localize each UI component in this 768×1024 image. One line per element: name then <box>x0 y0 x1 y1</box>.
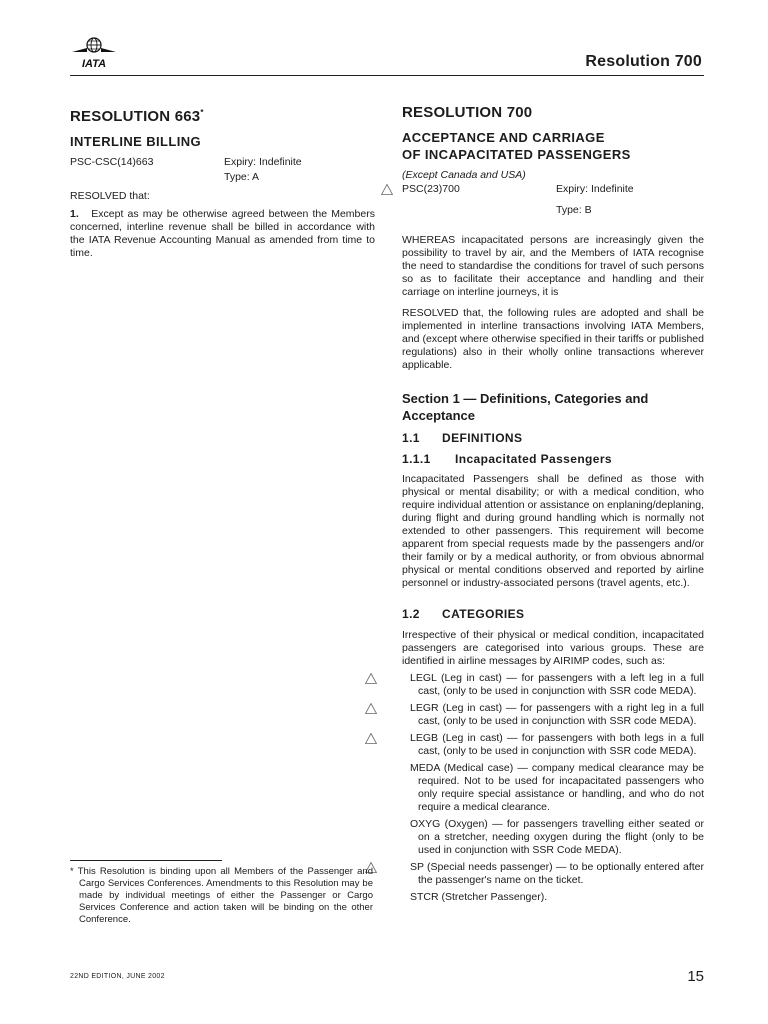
list-item <box>402 891 704 904</box>
change-triangle-icon <box>381 184 393 195</box>
meta-expiry: Expiry: Indefinite <box>224 156 302 168</box>
category-text: SP (Special needs passenger) — to be optionally entered after the passenger's name on the ticket. <box>410 861 704 886</box>
header-divider <box>70 75 704 76</box>
category-text: OXYG (Oxygen) — for passengers travelling either seated or on a stretcher, needing oxygen during the flight (only to be used in conjunction with SSR Code MEDA). <box>410 818 704 856</box>
meta-type: Type: B <box>556 204 592 216</box>
subtitle-line-2: OF INCAPACITATED PASSENGERS <box>402 147 631 162</box>
categories-list <box>402 672 704 904</box>
whereas-paragraph: WHEREAS incapacitated persons are increasingly given the possibility to travel by air, and the Members of IATA recognise the need to standardise the conditions for travel of such persons so as to facilitate their acceptance and handling and their carriage on interline journeys, it is <box>402 234 704 298</box>
resolution-700-type-row <box>402 203 704 218</box>
change-triangle-icon <box>365 673 377 684</box>
meta-expiry: Expiry: Indefinite <box>556 183 634 195</box>
scope-note: (Except Canada and USA) <box>402 169 526 181</box>
heading-1-1-1 <box>402 453 704 466</box>
resolution-663-title-text: RESOLUTION 663 <box>70 108 201 125</box>
list-item <box>402 702 704 728</box>
heading-number: 1.1.1 <box>402 452 431 466</box>
meta-code: PSC(23)700 <box>402 183 460 195</box>
change-triangle-icon <box>365 733 377 744</box>
section-1-heading: Section 1 — Definitions, Categories and Acceptance <box>402 391 649 423</box>
paragraph-text: Except as may be otherwise agreed between the Members concerned, interline revenue shall be billed in accordance with the IATA Revenue Accounting Manual as amended from time to time. <box>70 208 375 259</box>
right-column <box>402 106 704 904</box>
footnote-divider <box>70 860 222 861</box>
list-item <box>402 818 704 857</box>
category-text: LEGL (Leg in cast) — for passengers with a left leg in a full cast, (only to be used in conjunction with SSR code MEDA). <box>410 672 704 697</box>
category-text: LEGB (Leg in cast) — for passengers with both legs in a full cast, (only to be used in conjunction with SSR code MEDA). <box>410 732 704 757</box>
footnote: * This Resolution is binding upon all Members of the Passenger and Cargo Services Conferences. Amendments to this Resolution may be made by individual meetings of either the Passenger or Cargo Services Conference and action taken will be binding on the other Conference. <box>70 866 373 925</box>
resolution-663-title <box>70 106 375 123</box>
page-header-title: Resolution 700 <box>585 53 702 70</box>
definition-paragraph: Incapacitated Passengers shall be defined as those with physical or mental disability; or with a medical condition, who require individual attention or assistance on enplaning/deplaning, during flight and during ground handling which is normally not extended to other passengers. This requirement will become apparent from special requests made by the passengers and/or their family or by a medical authority, or from obvious abnormal physical or mental conditions observed and reported by airline personnel or industry-associated persons (travel agents, etc.). <box>402 473 704 589</box>
resolved-label: RESOLVED that: <box>70 190 150 202</box>
resolution-663-meta <box>70 155 375 170</box>
heading-text: Incapacitated Passengers <box>455 452 613 466</box>
list-item <box>402 732 704 758</box>
list-item <box>402 672 704 698</box>
resolution-700-title: RESOLUTION 700 <box>402 104 533 121</box>
heading-1-2 <box>402 608 704 621</box>
heading-number: 1.2 <box>402 607 420 621</box>
resolution-663-type-row <box>70 170 375 185</box>
resolution-700-meta <box>402 182 704 197</box>
iata-globe-icon <box>70 36 118 70</box>
paragraph-number: 1. <box>70 208 79 220</box>
heading-text: CATEGORIES <box>442 607 525 621</box>
categories-intro: Irrespective of their physical or medical condition, incapacitated passengers are categorised into various groups. These are identified in airline messages by AIRIMP codes, such as: <box>402 629 704 667</box>
edition-label: 22ND EDITION, JUNE 2002 <box>70 973 165 980</box>
logo-text: IATA <box>81 58 107 70</box>
list-item <box>402 861 704 887</box>
footnote-marker: * <box>200 108 204 117</box>
resolution-663-subtitle: INTERLINE BILLING <box>70 134 202 149</box>
heading-1-1 <box>402 432 704 445</box>
resolution-663-paragraph <box>70 208 375 260</box>
resolution-700-subtitle <box>402 129 704 163</box>
change-triangle-icon <box>365 703 377 714</box>
subtitle-line-1: ACCEPTANCE AND CARRIAGE <box>402 130 605 145</box>
page-number: 15 <box>687 968 704 985</box>
heading-number: 1.1 <box>402 431 420 445</box>
category-text: MEDA (Medical case) — company medical clearance may be required. Not to be used for incapacitated passengers who only require special assistance or handling, and who do not require a medical clearance. <box>410 762 704 813</box>
heading-text: DEFINITIONS <box>442 431 523 445</box>
iata-logo <box>70 36 118 70</box>
category-text: LEGR (Leg in cast) — for passengers with a right leg in a full cast, (only to be used in conjunction with SSR code MEDA). <box>410 702 704 727</box>
category-text: STCR (Stretcher Passenger). <box>410 891 548 903</box>
left-column <box>70 106 375 260</box>
meta-code: PSC-CSC(14)663 <box>70 156 154 168</box>
meta-type: Type: A <box>224 171 260 183</box>
resolved-paragraph: RESOLVED that, the following rules are adopted and shall be implemented in interline transactions involving IATA Members, and (except where otherwise specified in their tariffs or published regulations) also in their wholly online transactions wherever applicable. <box>402 307 704 371</box>
list-item <box>402 762 704 814</box>
